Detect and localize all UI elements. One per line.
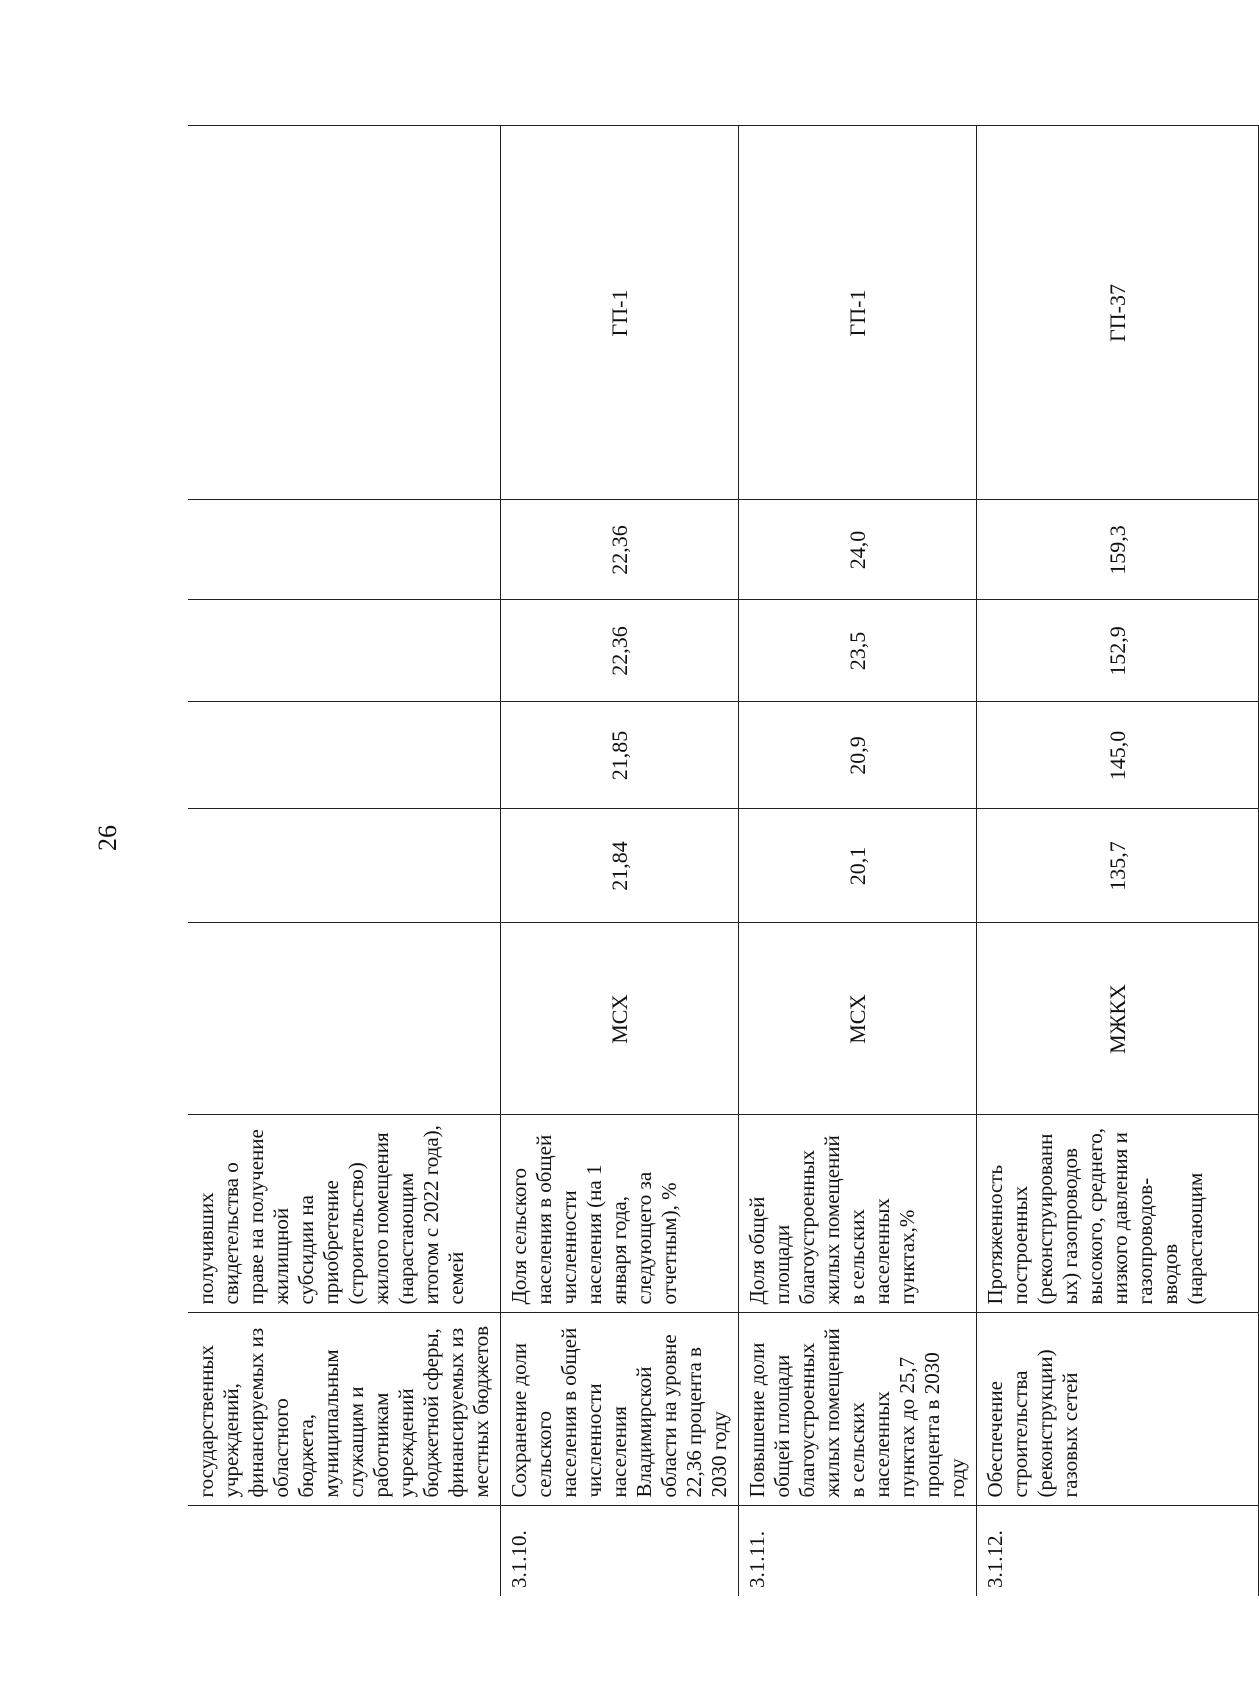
value-cell <box>188 600 501 702</box>
program-cell: ГП-37 <box>977 126 1259 500</box>
table-row <box>188 126 501 1596</box>
table-row <box>977 126 1259 1596</box>
task-cell: Сохранение доли сельского населения в общей численности населения Владимирской области на уровне 22,36 процента в 2030 году <box>501 1313 739 1506</box>
task-cell: Обеспечение строительства (реконструкции) газовых сетей <box>977 1313 1259 1506</box>
indicator-cell: получивших свидетельства о праве на получение жилищной субсидии на приобретение (строительство) жилого помещения (нарастающим итогом с 2022 года), семей <box>188 1115 501 1313</box>
table-row <box>501 126 739 1596</box>
value-cell: 145,0 <box>977 702 1259 809</box>
program-cell: ГП-1 <box>501 126 739 500</box>
value-cell: 22,36 <box>501 500 739 600</box>
row-number: 3.1.11. <box>739 1506 977 1596</box>
row-number: 3.1.12. <box>977 1506 1259 1596</box>
program-cell: ГП-1 <box>739 126 977 500</box>
task-cell: Повышение доли общей площади благоустроенных жилых помещений в сельских населенных пунктах до 25,7 процента в 2030 году <box>739 1313 977 1506</box>
value-cell: 159,3 <box>977 500 1259 600</box>
value-cell: 24,0 <box>739 500 977 600</box>
responsible-cell: МЖКХ <box>977 923 1259 1115</box>
value-cell <box>188 702 501 809</box>
value-cell: 22,36 <box>501 600 739 702</box>
indicators-table <box>188 126 1259 1597</box>
program-cell <box>188 126 501 500</box>
value-cell: 20,1 <box>739 809 977 923</box>
row-number <box>188 1506 501 1596</box>
page-number: 26 <box>93 825 122 851</box>
task-cell: государственных учреждений, финансируемых из областного бюджета, муниципальным служащим и работникам учреждений бюджетной сферы, финансируемых из местных бюджетов <box>188 1313 501 1506</box>
responsible-cell <box>188 923 501 1115</box>
indicator-cell: Протяженность построенных (реконструированных) газопроводов высокого, среднего, низкого давления и газопроводов-вводов (нарастающим <box>977 1115 1259 1313</box>
value-cell: 21,84 <box>501 809 739 923</box>
row-number: 3.1.10. <box>501 1506 739 1596</box>
responsible-cell: МСХ <box>739 923 977 1115</box>
value-cell <box>188 500 501 600</box>
value-cell <box>188 809 501 923</box>
responsible-cell: МСХ <box>501 923 739 1115</box>
value-cell: 152,9 <box>977 600 1259 702</box>
value-cell: 135,7 <box>977 809 1259 923</box>
indicator-cell: Доля сельского населения в общей численности населения (на 1 января года, следующего за отчетным), % <box>501 1115 739 1313</box>
value-cell: 23,5 <box>739 600 977 702</box>
table-row <box>739 126 977 1596</box>
indicator-cell: Доля общей площади благоустроенных жилых помещений в сельских населенных пунктах,% <box>739 1115 977 1313</box>
value-cell: 21,85 <box>501 702 739 809</box>
value-cell: 20,9 <box>739 702 977 809</box>
